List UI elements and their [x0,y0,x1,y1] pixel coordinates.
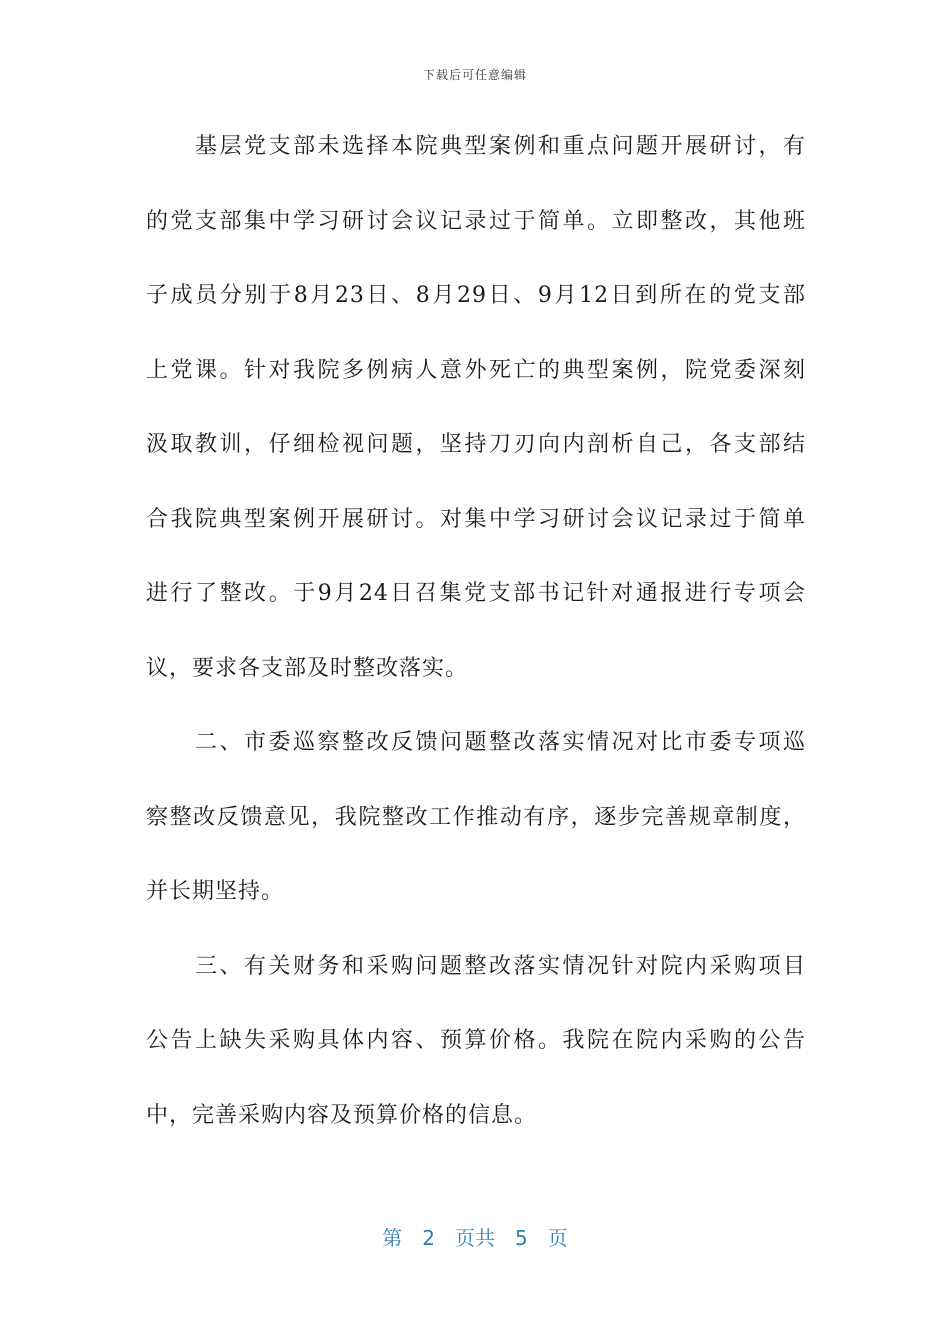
body-line-4: 上党课。针对我院多例病人意外死亡的典型案例，院党委深刻 [146,357,806,383]
header-note: 下载后可任意编辑 [422,68,527,82]
body-line-14: 中，完善采购内容及预算价格的信息。 [146,1102,538,1128]
footer-current-page: 2 [422,1226,435,1250]
body-line-6: 合我院典型案例开展研讨。对集中学习研讨会议记录过于简单 [146,506,806,532]
body-line-13: 公告上缺失采购具体内容、预算价格。我院在院内采购的公告 [146,1028,806,1053]
footer-suffix: 页 [547,1226,568,1250]
footer-middle: 页共 [455,1226,495,1250]
page-footer [0,1222,950,1251]
footer-prefix: 第 [382,1226,403,1250]
body-line-1: 基层党支部未选择本院典型案例和重点问题开展研讨，有 [146,134,806,159]
body-line-12: 三、有关财务和采购问题整改落实情况针对院内采购项目 [146,953,806,979]
body-line-5: 汲取教训，仔细检视问题，坚持刀刃向内剖析自己，各支部结 [146,432,806,457]
body-line-2: 的党支部集中学习研讨会议记录过于简单。立即整改，其他班 [146,208,806,234]
body-line-11: 并长期坚持。 [146,879,285,904]
body-line-7: 进行了整改。于9月24日召集党支部书记针对通报进行专项会 [146,581,806,606]
body-line-8: 议，要求各支部及时整改落实。 [146,655,469,681]
footer-total-pages: 5 [515,1226,528,1250]
body-line-9: 二、市委巡察整改反馈问题整改落实情况对比市委专项巡 [146,730,806,755]
body-line-3: 子成员分别于8月23日、8月29日、9月12日到所在的党支部 [146,283,806,308]
body-line-10: 察整改反馈意见，我院整改工作推动有序，逐步完善规章制度， [146,804,806,830]
document-body [146,120,806,1163]
